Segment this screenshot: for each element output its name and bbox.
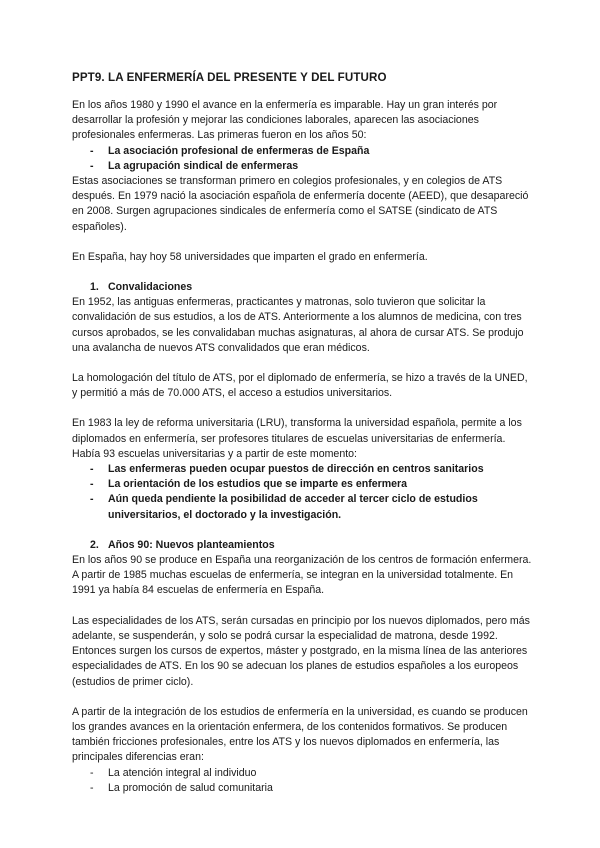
page-title: PPT9. LA ENFERMERÍA DEL PRESENTE Y DEL FUTURO [72,71,387,84]
section-1-title: Convalidaciones [108,281,193,294]
section-1-list [72,462,532,523]
section-2-paragraph-2: Las especialidades de los ATS, serán cursadas en principio por los nuevos diplomados, pero más adelante, se suspenderán, y solo se podrá cursar la especialidad de matrona, desde 1992. Entonces surgen los cursos de expertos, máster y postgrado, en la misma línea de las anteriores especialidades de ATS. En los 90 se adecuan los planes de estudios españoles a los europeos (estudios de primer ciclo). [72,614,530,688]
list-item: - La agrupación sindical de enfermeras [90,159,532,174]
section-1-paragraph-1: En 1952, las antiguas enfermeras, practicantes y matronas, solo tuvieron que solicitar la convalidación de sus estudios, a los de ATS. Anteriormente a los alumnos de medicina, con tres cursos aprobados, se les convalidaban muchas asignaturas, al ahora de cursar ATS. Se produjo una avalancha de nuevos ATS convalidados que eran médicos. [72,296,524,354]
section-1-number: 1. [90,281,99,294]
intro-paragraph-2: Estas asociaciones se transforman primero en colegios profesionales, y en colegios de ATS después. En 1979 nació la asociación española de enfermería docente (AEED), que desapareció en 2008. Surgen agrupaciones sindicales de enfermería como el SATSE (sindicato de ATS españoles). [72,175,529,233]
section-1-paragraph-3: En 1983 la ley de reforma universitaria (LRU), transforma la universidad española, permite a los diplomados en enfermería, ser profesores titulares de escuelas universitarias de enfermería. Había 93 escuelas universitarias y a partir de este momento: [72,417,522,460]
list-item: - La asociación profesional de enfermeras de España [90,144,532,159]
intro-paragraph-3: En España, hay hoy 58 universidades que imparten el grado en enfermería. [72,250,428,263]
section-2-list [72,766,532,796]
list-item: - La orientación de los estudios que se imparte es enfermera [90,477,532,492]
section-2-number: 2. [90,538,99,551]
list-item: - La atención integral al individuo [90,766,532,781]
section-1-paragraph-2: La homologación del título de ATS, por el diplomado de enfermería, se hizo a través de la UNED, y permitió a más de 70.000 ATS, el acceso a estudios universitarios. [72,372,528,400]
section-2-paragraph-3: A partir de la integración de los estudios de enfermería en la universidad, es cuando se producen los grandes avances en la orientación enfermera, de los contenidos formativos. Se producen también fricciones profesionales, entre los ATS y los nuevos diplomados en enfermería, las principales diferencias eran: [72,705,528,764]
section-2-paragraph-1: En los años 90 se produce en España una reorganización de los centros de formación enfermera. A partir de 1985 muchas escuelas de enfermería, se integran en la universidad totalmente. En 1991 ya había 84 escuelas de enfermería en España. [72,554,532,597]
list-item: - La promoción de salud comunitaria [90,781,532,796]
document-page [72,70,532,796]
intro-paragraph-1: En los años 1980 y 1990 el avance en la enfermería es imparable. Hay un gran interés por desarrollar la profesión y mejorar las condiciones laborales, aparecen las asociaciones profesionales enfermeras. Las primeras fueron en los años 50: [72,99,498,142]
list-item: - Aún queda pendiente la posibilidad de acceder al tercer ciclo de estudios universitarios, el doctorado y la investigación. [90,492,532,522]
section-2-title: Años 90: Nuevos planteamientos [108,538,275,551]
section-1-heading [72,280,532,295]
section-2-heading [72,538,532,553]
list-item: - Las enfermeras pueden ocupar puestos de dirección en centros sanitarios [90,462,532,477]
intro-list [72,144,532,174]
